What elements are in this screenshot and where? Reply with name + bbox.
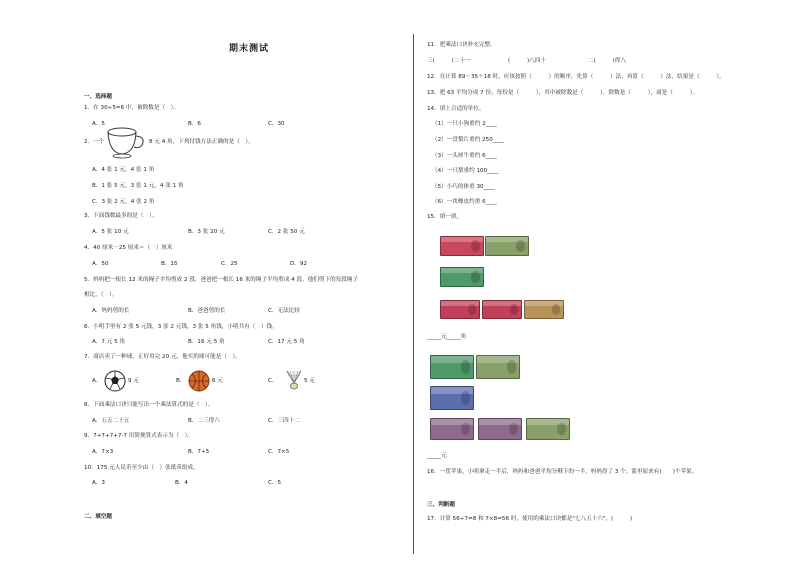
soccer-ball-icon — [104, 370, 126, 392]
q11-fill-3: 二( )得八 — [588, 58, 626, 64]
q8-option-b: B．二三得六 — [188, 418, 220, 424]
banknote-jiao — [482, 300, 522, 319]
q4-option-c: C．25 — [221, 261, 238, 267]
question-16: 16．一筐苹果，小明拿走一半后，妈妈和爸爸平均分剩下的一半，妈妈得了 3 个。篮里原来有( )个苹果。 — [427, 469, 698, 475]
question-15: 15．填一填。 — [427, 214, 463, 220]
q8-option-c: C．三四十二 — [268, 418, 300, 424]
banknote-100-yuan — [440, 236, 484, 256]
q14-item-2: （2）一盘梨片重约 250____ — [432, 137, 504, 143]
q4-option-d: D．92 — [290, 261, 308, 267]
banknote-1-yuan — [526, 418, 570, 440]
banknote-10-yuan — [430, 386, 474, 410]
question-3: 3．下面钱数最多的是（ ）。 — [84, 213, 158, 219]
q8-option-a: A．五五二十五 — [92, 418, 130, 424]
q14-item-1: （1）一只小狗重约 2____ — [432, 121, 497, 127]
q3-option-c: C．2 张 50 元 — [268, 229, 305, 235]
question-2-prefix: 2．一个 — [84, 139, 105, 145]
question-13: 13．把 63 平均分成 7 份，每份是（ ），其中被除数是（ ），除数是（ ），商是（ ）。 — [427, 90, 699, 96]
q9-option-a: A．7×3 — [92, 449, 114, 455]
q5-option-c: C．无法比较 — [268, 308, 300, 314]
q1-option-c: C．30 — [268, 121, 285, 127]
q4-option-b: B．15 — [161, 261, 178, 267]
q14-item-6: （6）一块橡皮约重 6____ — [432, 199, 497, 205]
q11-fill-2: ( )八四十 — [508, 58, 546, 64]
q14-item-4: （4）一只梨重约 100____ — [432, 168, 499, 174]
question-4: 4．40 厘米－25 厘米＝（ ）厘米 — [84, 245, 173, 251]
q7-option-c: C． — [268, 378, 278, 384]
section-heading-choice: 一、选择题 — [84, 94, 112, 100]
question-10: 10．175 元人民币至少由（ ）张纸币组成。 — [84, 465, 199, 471]
shuttlecock-icon — [284, 369, 304, 391]
question-9: 9．7+7+7+7-7 用简便算式表示为（ ）。 — [84, 433, 194, 439]
q6-option-c: C．17 元 5 角 — [268, 339, 305, 345]
banknote-1-yuan — [485, 236, 529, 256]
q5-option-a: A．妈妈剪的长 — [92, 308, 130, 314]
q3-option-a: A．5 张 10 元 — [92, 229, 129, 235]
page-title: 期末测试 — [229, 44, 270, 54]
q2-option-b: B．1 张 5 元，3 张 1 元，4 张 1 角 — [92, 183, 184, 189]
banknote-1-yuan — [476, 355, 520, 379]
q14-item-3: （3）一头犀牛重约 6____ — [432, 153, 497, 159]
question-11: 11．把乘法口诀补充完整。 — [427, 42, 496, 48]
q9-option-b: B．7+5 — [188, 449, 210, 455]
q1-option-b: B．6 — [188, 121, 201, 127]
q7-price-b: 6 元 — [212, 378, 223, 384]
q1-option-a: A．5 — [92, 121, 105, 127]
banknote-20-yuan — [478, 418, 522, 440]
section-heading-fill: 二、填空题 — [84, 514, 112, 520]
q7-option-a: A． — [92, 378, 102, 384]
q2-option-c: C．3 张 2 元，4 张 2 角 — [92, 199, 155, 205]
question-14: 14．填上合适的单位。 — [427, 106, 485, 112]
question-17: 17．计算 56÷7=8 和 7×8=56 时，使用的乘法口诀都是"七八五十六"。( ) — [427, 516, 633, 522]
question-7: 7．商店卖了一种球，正好用完 20 元，他买的球可能是（ ）。 — [84, 354, 241, 360]
question-6: 6．小明手里有 2 张 5 元钱，3 张 2 元钱，3 张 5 角钱，小明共有（ ）钱。 — [84, 324, 278, 330]
q9-option-c: C．7×5 — [268, 449, 290, 455]
banknote-20-yuan — [430, 418, 474, 440]
q5-option-b: B．爸爸剪的长 — [188, 308, 226, 314]
question-12: 12．在计算 89－35＋18 时，应该按照（ ）的顺序，先算（ ）法，再算（ ）法，结果是（ ）。 — [427, 74, 725, 80]
banknote-jiao — [440, 300, 480, 319]
banknote-jiao — [524, 300, 564, 319]
q6-option-b: B．16 元 5 角 — [188, 339, 225, 345]
q10-option-b: B．4 — [175, 480, 188, 486]
q7-price-c: 5 元 — [304, 378, 315, 384]
q11-fill-1: 三( )二十一 — [427, 58, 471, 64]
q6-option-a: A．7 元 5 角 — [92, 339, 126, 345]
question-1: 1．在 30÷5=6 中，被除数是（ ）。 — [84, 105, 180, 111]
column-divider — [413, 34, 414, 554]
q14-item-5: （5）小巧的体重 30____ — [432, 184, 495, 190]
q15-answer-1: _____元_____角 — [427, 334, 467, 340]
banknote-50-yuan — [430, 355, 474, 379]
q2-option-a: A．4 张 1 元，4 张 1 角 — [92, 167, 155, 173]
banknote-50-yuan — [440, 267, 484, 287]
question-2: 8 元 4 角，下列付钱方法正确的是（ ）。 — [149, 139, 254, 145]
section-heading-judge: 三、判断题 — [427, 502, 455, 508]
q15-answer-2: _____元 — [427, 453, 447, 459]
question-5-line1: 5．妈妈把一根长 12 米的绳子平均剪成 2 段，爸爸把一根长 16 米的绳子平均剪成 4 段。他们剪下的每段绳子 — [84, 277, 359, 283]
q10-option-a: A．3 — [92, 480, 105, 486]
basketball-icon — [188, 370, 210, 392]
q10-option-c: C．5 — [268, 480, 282, 486]
question-8: 8．下面乘法口诀只能写出一个乘法算式的是（ ）。 — [84, 402, 214, 408]
question-5-line2: 相比，（ ）。 — [84, 292, 118, 298]
q4-option-a: A．50 — [92, 261, 109, 267]
q3-option-b: B．3 张 20 元 — [188, 229, 225, 235]
q7-option-b: B． — [176, 378, 186, 384]
q7-price-a: 9 元 — [128, 378, 139, 384]
teacup-icon — [104, 125, 148, 159]
